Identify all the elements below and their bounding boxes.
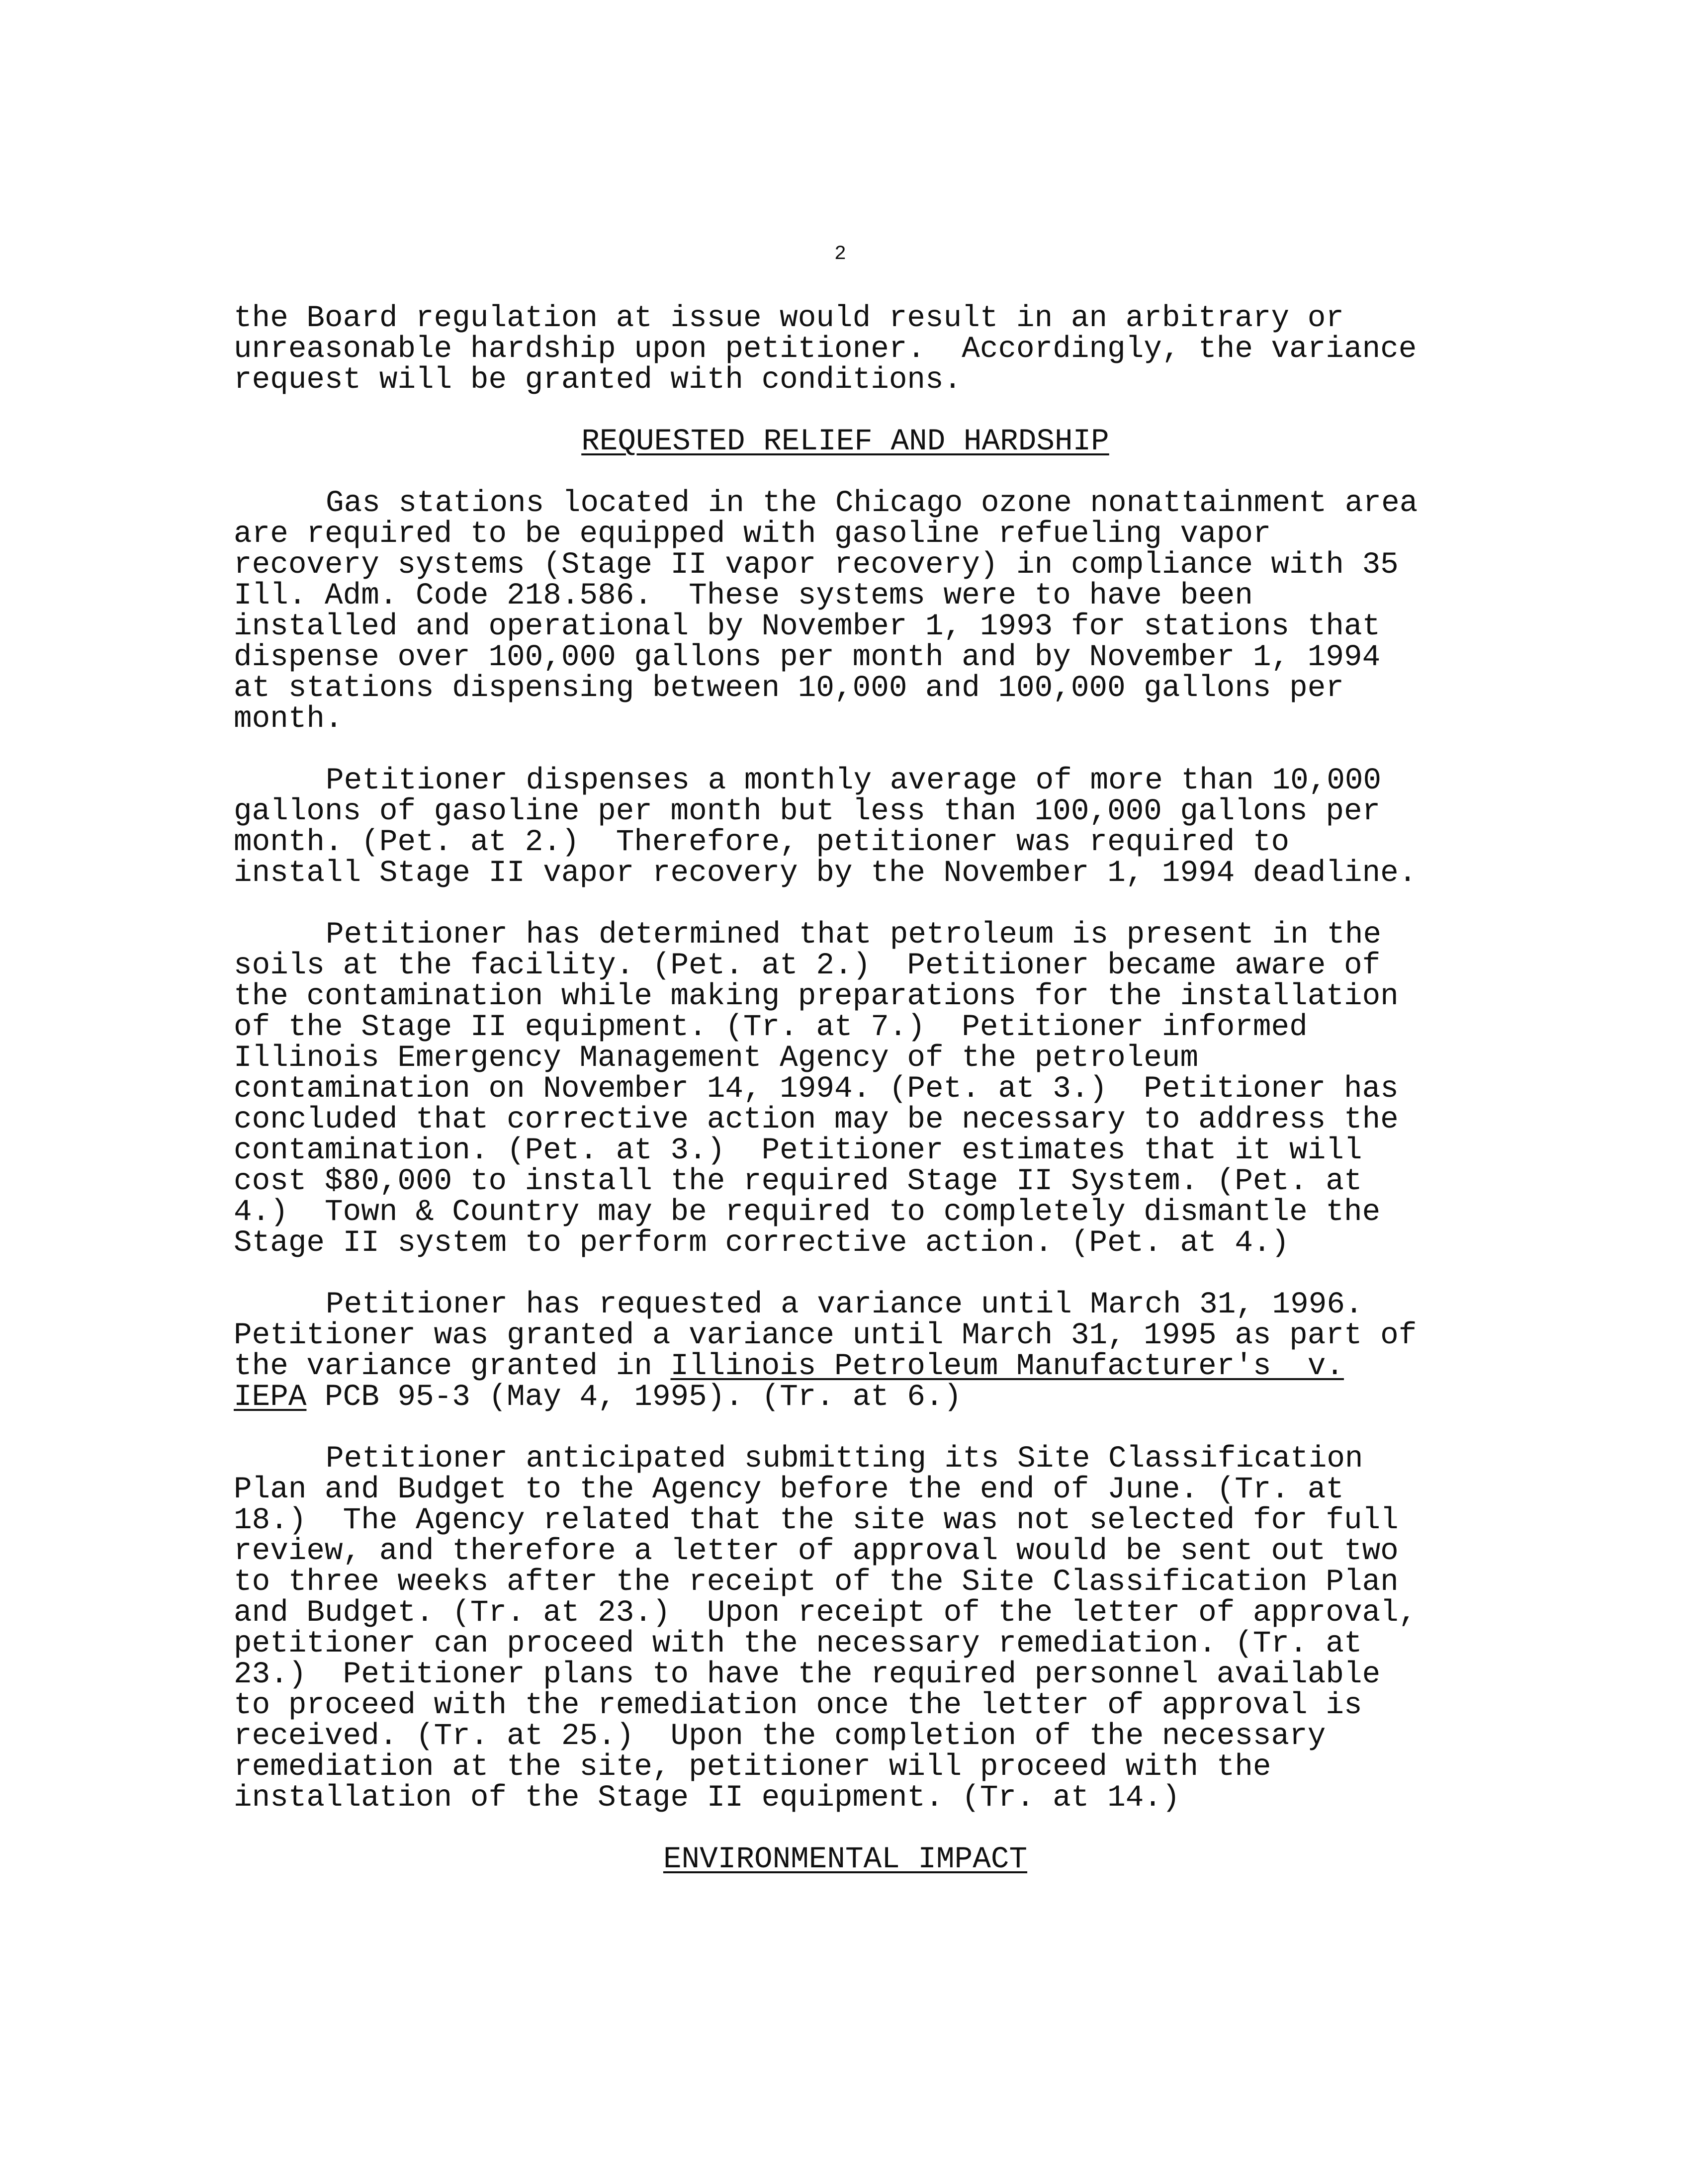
text-line: cost $80,000 to install the required Stage II System. (Pet. at	[234, 1164, 1362, 1199]
text-line: Illinois Emergency Management Agency of the petroleum	[234, 1041, 1199, 1075]
text-line	[234, 1351, 1457, 1382]
text-line: review, and therefore a letter of approval would be sent out two	[234, 1534, 1399, 1569]
section-heading-requested-relief: REQUESTED RELIEF AND HARDSHIP	[581, 425, 1109, 459]
paragraph-petitioner-dispenses	[234, 766, 1457, 889]
text-line: unreasonable hardship upon petitioner. Accordingly, the variance	[234, 332, 1417, 366]
text-line: and Budget. (Tr. at 23.) Upon receipt of the letter of approval,	[234, 1596, 1417, 1630]
text-line: install Stage II vapor recovery by the November 1, 1994 deadline.	[234, 856, 1417, 890]
document-body	[234, 303, 1457, 1875]
paragraph-site-classification	[234, 1444, 1457, 1814]
text-line: installed and operational by November 1, 1993 for stations that	[234, 610, 1381, 644]
intro-paragraph	[234, 303, 1457, 396]
text-line: month.	[234, 702, 343, 736]
text-line: Ill. Adm. Code 218.586. These systems were to have been	[234, 579, 1253, 613]
text-line: installation of the Stage II equipment. (Tr. at 14.)	[234, 1781, 1180, 1815]
text-line: received. (Tr. at 25.) Upon the completion of the necessary	[234, 1719, 1326, 1753]
text-segment: PCB 95-3 (May 4, 1995). (Tr. at 6.)	[306, 1380, 962, 1414]
text-line: Plan and Budget to the Agency before the end of June. (Tr. at	[234, 1473, 1344, 1507]
text-line: 23.) Petitioner plans to have the required personnel available	[234, 1658, 1381, 1692]
text-line: contamination. (Pet. at 3.) Petitioner estimates that it will	[234, 1134, 1362, 1168]
text-line: month. (Pet. at 2.) Therefore, petitioner was required to	[234, 825, 1290, 860]
text-line: to proceed with the remediation once the letter of approval is	[234, 1688, 1362, 1723]
text-line: 18.) The Agency related that the site was not selected for full	[234, 1503, 1399, 1538]
section-heading-environmental-impact: ENVIRONMENTAL IMPACT	[663, 1842, 1028, 1877]
case-citation: IEPA	[234, 1380, 307, 1414]
text-line: of the Stage II equipment. (Tr. at 7.) Petitioner informed	[234, 1010, 1308, 1045]
text-line: concluded that corrective action may be necessary to address the	[234, 1103, 1399, 1137]
text-line: Stage II system to perform corrective action. (Pet. at 4.)	[234, 1226, 1290, 1260]
text-line: the Board regulation at issue would result in an arbitrary or	[234, 301, 1344, 336]
paragraph-stage-ii-requirements	[234, 488, 1457, 735]
text-line: Gas stations located in the Chicago ozone nonattainment area	[326, 486, 1418, 521]
text-line: contamination on November 14, 1994. (Pet. at 3.) Petitioner has	[234, 1072, 1399, 1106]
text-segment: the variance granted in	[234, 1349, 671, 1384]
text-line: Petitioner dispenses a monthly average of more than 10,000	[326, 764, 1382, 798]
case-citation: Illinois Petroleum Manufacturer's v.	[670, 1349, 1344, 1384]
text-line: Petitioner was granted a variance until March 31, 1995 as part of	[234, 1318, 1417, 1353]
text-line: the contamination while making preparations for the installation	[234, 979, 1399, 1014]
paragraph-contamination	[234, 920, 1457, 1259]
paragraph-variance-request	[234, 1290, 1457, 1413]
text-line: Petitioner has requested a variance until March 31, 1996.	[326, 1288, 1363, 1322]
text-line: Petitioner anticipated submitting its Site Classification	[326, 1442, 1363, 1476]
text-line: remediation at the site, petitioner will proceed with the	[234, 1750, 1271, 1784]
page-number: 2	[834, 243, 846, 265]
text-line: 4.) Town & Country may be required to completely dismantle the	[234, 1195, 1381, 1229]
text-line: dispense over 100,000 gallons per month and by November 1, 1994	[234, 640, 1381, 675]
text-line: request will be granted with conditions.	[234, 363, 962, 397]
text-line: petitioner can proceed with the necessary remediation. (Tr. at	[234, 1627, 1362, 1661]
text-line: are required to be equipped with gasoline refueling vapor	[234, 517, 1271, 551]
text-line: soils at the facility. (Pet. at 2.) Petitioner became aware of	[234, 949, 1381, 983]
text-line: at stations dispensing between 10,000 and 100,000 gallons per	[234, 671, 1344, 705]
text-line	[234, 1382, 1457, 1413]
text-line: gallons of gasoline per month but less than 100,000 gallons per	[234, 794, 1381, 829]
text-line: recovery systems (Stage II vapor recovery) in compliance with 35	[234, 548, 1399, 582]
text-line: to three weeks after the receipt of the Site Classification Plan	[234, 1565, 1399, 1599]
text-line: Petitioner has determined that petroleum is present in the	[326, 918, 1382, 952]
